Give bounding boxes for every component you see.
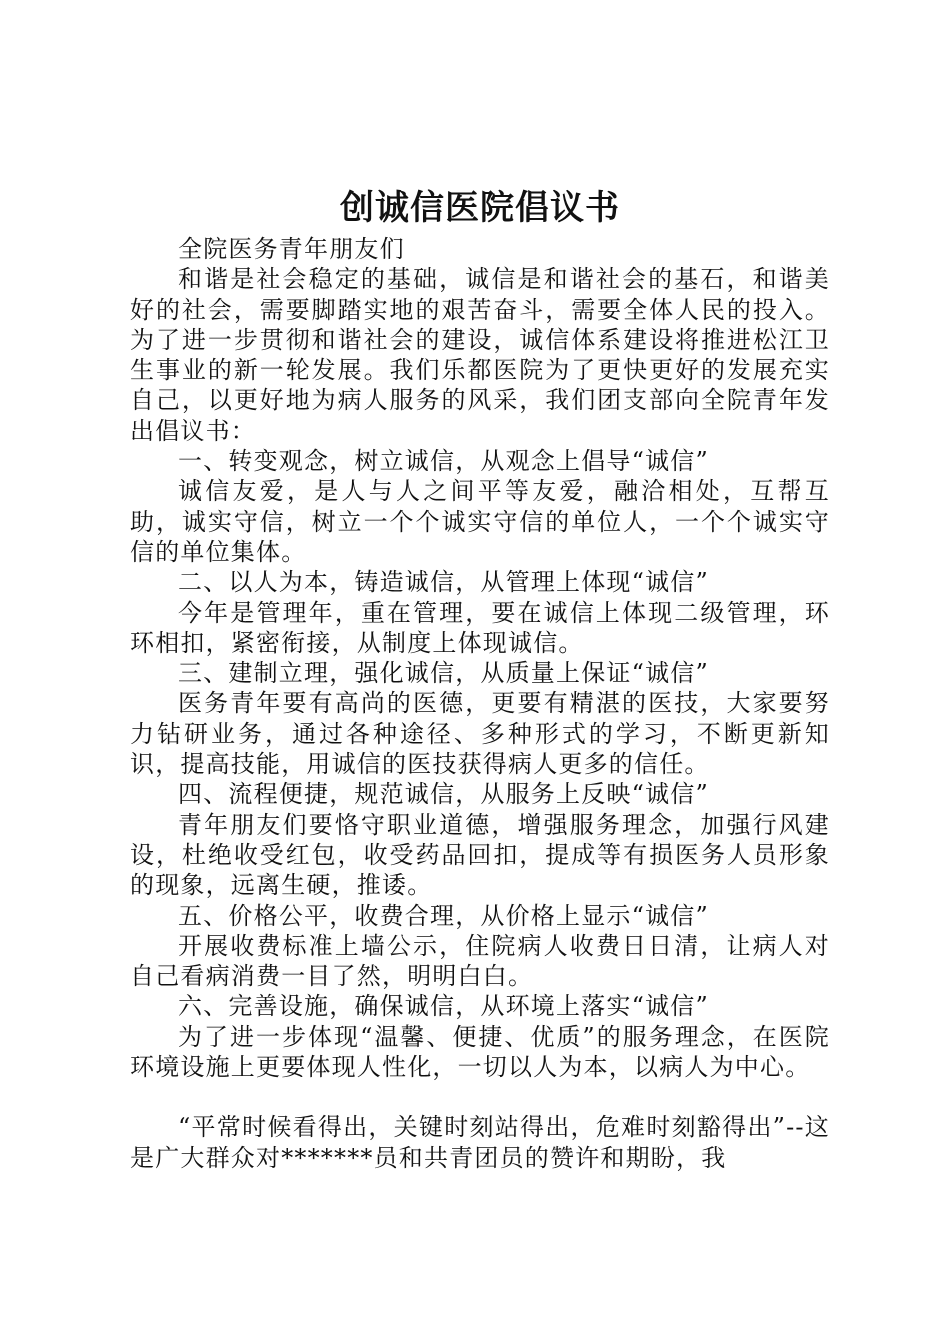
- section-body-5: 开展收费标准上墙公示，住院病人收费日日清，让病人对自己看病消费一目了然，明明白白。: [130, 931, 830, 991]
- section-heading-2: 二、以人为本，铸造诚信，从管理上体现“诚信”: [178, 568, 709, 597]
- document-title: 创诚信医院倡议书: [340, 188, 620, 228]
- section-body-3: 医务青年要有高尚的医德，更要有精湛的医技，大家要努力钻研业务，通过各种途径、多种形式的学习，不断更新知识，提高技能，用诚信的医技获得病人更多的信任。: [130, 689, 830, 779]
- section-heading-1: 一、转变观念，树立诚信，从观念上倡导“诚信”: [178, 447, 709, 476]
- section-heading-6: 六、完善设施，确保诚信，从环境上落实“诚信”: [178, 992, 709, 1021]
- section-heading-4: 四、流程便捷，规范诚信，从服务上反映“诚信”: [178, 780, 709, 809]
- closing-paragraph: “平常时候看得出，关键时刻站得出，危难时刻豁得出”--这是广大群众对*******员和共青团员的赞许和期盼，我: [130, 1113, 830, 1172]
- salutation: 全院医务青年朋友们: [178, 235, 405, 263]
- section-heading-3: 三、建制立理，强化诚信，从质量上保证“诚信”: [178, 659, 709, 688]
- section-body-2: 今年是管理年，重在管理，要在诚信上体现二级管理，环环相扣，紧密衔接，从制度上体现诚信。: [130, 598, 830, 657]
- document-page: [130, 182, 830, 1173]
- section-body-4: 青年朋友们要恪守职业道德，增强服务理念，加强行风建设，杜绝收受红包，收受药品回扣，提成等有损医务人员形象的现象，远离生硬，推诿。: [130, 810, 830, 900]
- intro-paragraph: 和谐是社会稳定的基础，诚信是和谐社会的基石，和谐美好的社会，需要脚踏实地的艰苦奋斗，需要全体人民的投入。为了进一步贯彻和谐社会的建设，诚信体系建设将推进松江卫生事业的新一轮发展。我们乐都医院为了更快更好的发展充实自己，以更好地为病人服务的风采，我们团支部向全院青年发出倡议书：: [130, 265, 830, 445]
- section-body-1: 诚信友爱，是人与人之间平等友爱，融洽相处，互帮互助，诚实守信，树立一个个诚实守信的单位人，一个个诚实守信的单位集体。: [130, 477, 830, 566]
- section-heading-5: 五、价格公平，收费合理，从价格上显示“诚信”: [178, 901, 709, 930]
- section-body-6: 为了进一步体现“温馨、便捷、优质”的服务理念，在医院环境设施上更要体现人性化，一切以人为本，以病人为中心。: [130, 1022, 830, 1082]
- paragraph-gap: [130, 1082, 830, 1112]
